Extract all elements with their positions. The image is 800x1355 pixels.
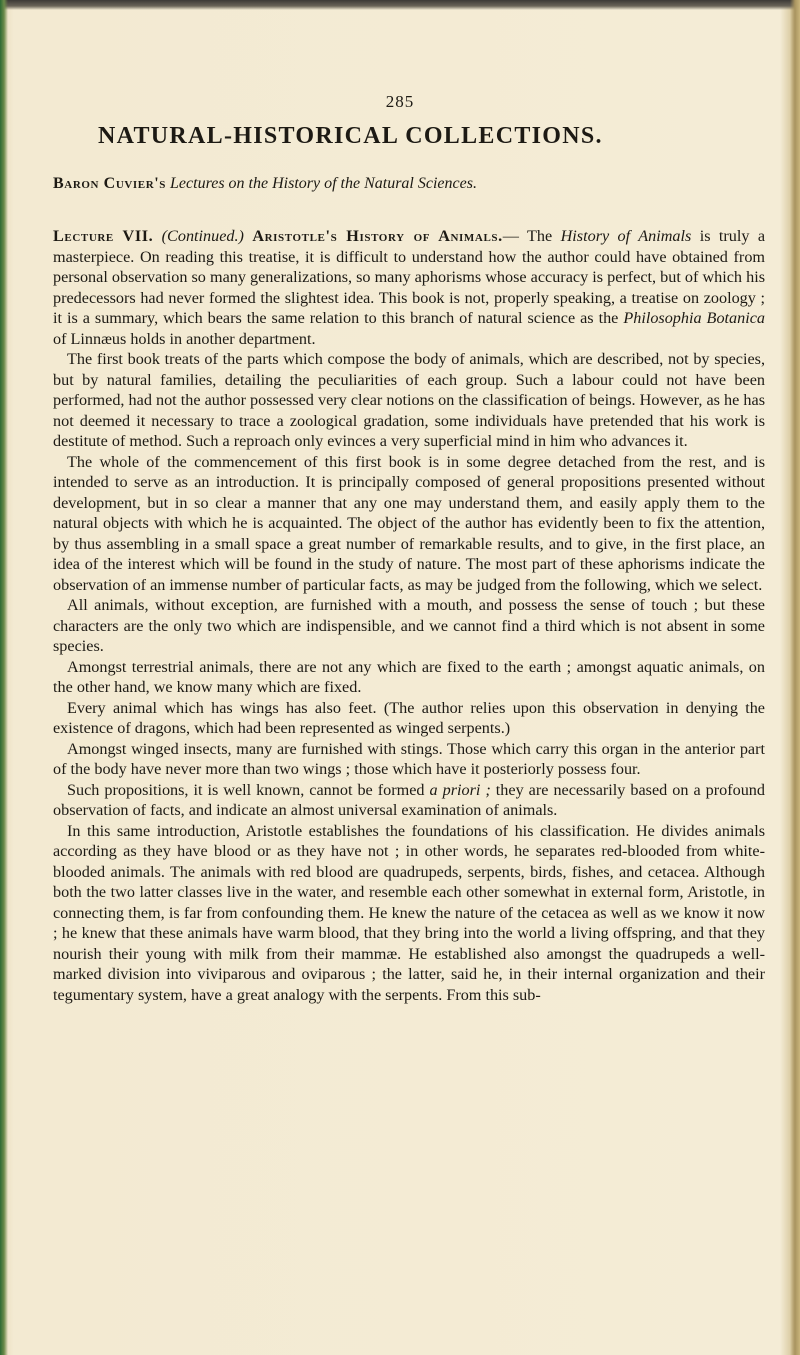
paragraph-3: The whole of the commencement of this first book is in some degree detached from the rest, and is intended to serve as an introduction. It is principally composed of general propositions presented without development, but in so clear a manner that any one may understand them, and easily apply them to the natural objects with which he is acquainted. The object of the author has evidently been to fix the attention, by thus assembling in a small space a great number of remarkable results, and to give, in the first place, an idea of the interest which will be found in the study of nature. The most part of these aphorisms indicate the observation of an immense number of particular facts, as may be judged from the following, which we select. <box>53 452 765 594</box>
paragraph-1: Lecture VII. (Continued.) Aristotle's History of Animals.— The History of Animals is truly a masterpiece. On reading this treatise, it is difficult to understand how the author could have obtained from personal observation so many generalizations, so many aphorisms whose accuracy is perfect, but of which his predecessors had never formed the slightest idea. This book is not, properly speaking, a treatise on zoology ; it is a summary, which bears the same relation to this branch of natural science as the Philosophia Botanica of Linnæus holds in another department. <box>53 227 766 348</box>
lecture-heading: Aristotle's History of Animals. <box>252 227 503 245</box>
paragraph-7: Amongst winged insects, many are furnished with stings. Those which carry this organ in the anterior part of the body have never more than two wings ; those which have it posteriorly possess four. <box>53 739 765 778</box>
book-title: History of Animals <box>560 227 692 245</box>
paragraph-2: The first book treats of the parts which compose the body of animals, which are described, not by species, but by natural families, detailing the peculiarities of each group. Such a labour could not have been performed, had not the author possessed very clear notions on the classification of beings. However, as he has not deemed it necessary to trace a zoological gradation, some individuals have pretended that his work is destitute of method. Such a reproach only evinces a very superficial mind in him who advances it. <box>53 350 765 450</box>
paragraph-8: Such propositions, it is well known, cannot be formed a priori ; they are necessarily based on a profound observation of facts, and indicate an almost universal examination of animals. <box>53 780 765 819</box>
scan-left-edge <box>0 0 8 1355</box>
lecture-label: Lecture VII. <box>53 227 154 245</box>
philosophia-botanica: Philosophia Botanica <box>623 309 766 327</box>
subtitle-work: Lectures on the History of the Natural Sciences. <box>170 175 477 192</box>
subtitle-author: Baron Cuvier's <box>53 175 167 192</box>
paragraph-9: In this same introduction, Aristotle establishes the foundations of his classification. He divides animals according as they have blood or as they have not ; in other words, he separates red-blooded from white-blooded animals. The animals with red blood are quadrupeds, serpents, birds, fishes, and cetacea. Although both the two latter classes live in the water, and resemble each other somewhat in external form, Aristotle, in connecting them, is far from confounding them. He knew the nature of the cetacea as well as we know it now ; he knew that these animals have warm blood, that they bring into the world a living offspring, and that they nourish their young with milk from their mammæ. He established also amongst the quadrupeds a well-marked division into viviparous and oviparous ; the latter, said he, in their internal organization and their tegumentary system, have a great analogy with the serpents. From this sub- <box>53 821 765 1004</box>
paragraph-6: Every animal which has wings has also feet. (The author relies upon this observation in denying the existence of dragons, which had been represented as winged serpents.) <box>53 698 765 737</box>
section-subtitle <box>53 175 773 193</box>
scan-top-edge <box>0 0 800 10</box>
page-number: 285 <box>385 92 415 111</box>
lecture-continued: (Continued.) <box>161 227 244 245</box>
body-text <box>53 226 765 1005</box>
a-priori: a priori ; <box>429 780 491 799</box>
page-title: NATURAL-HISTORICAL COLLECTIONS. <box>98 123 603 149</box>
paragraph-5: Amongst terrestrial animals, there are not any which are fixed to the earth ; amongst aquatic animals, on the other hand, we know many which are fixed. <box>53 657 765 696</box>
paragraph-4: All animals, without exception, are furnished with a mouth, and possess the sense of touch ; but these characters are the only two which are indispensible, and we cannot find a third which is not absent in some species. <box>53 596 765 655</box>
scan-right-edge <box>790 0 800 1355</box>
